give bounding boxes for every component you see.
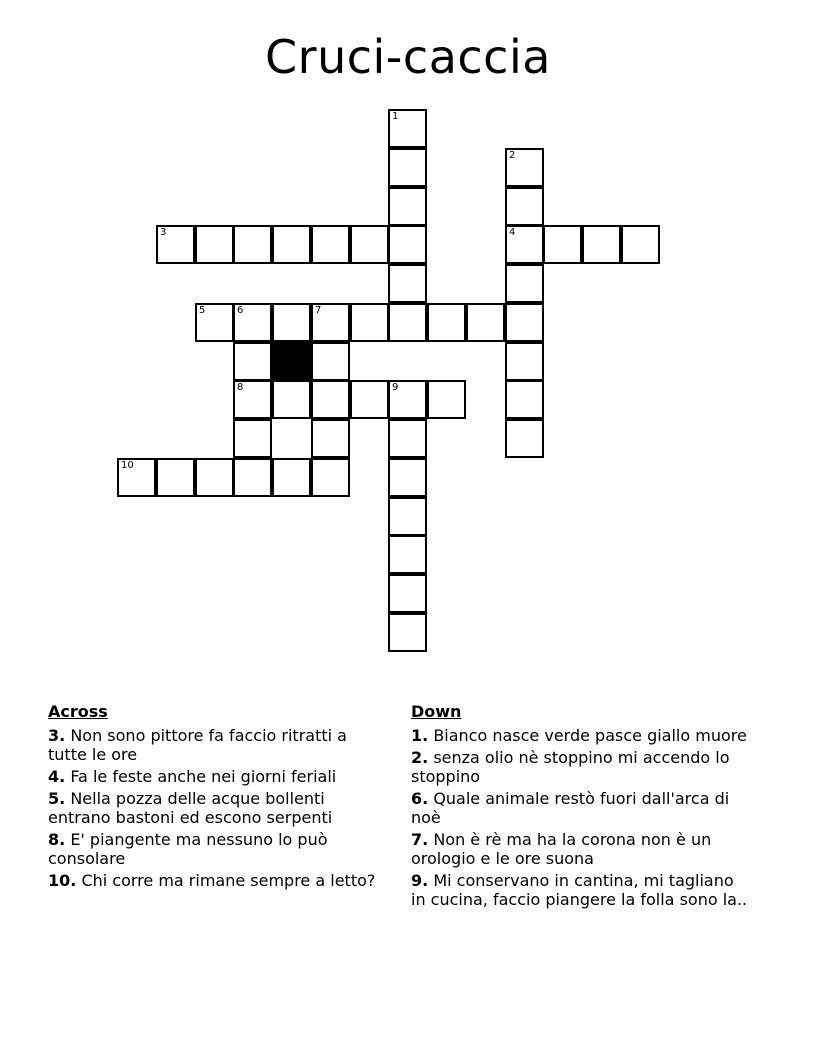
clue-number: 2 — [509, 150, 516, 161]
grid-cell[interactable] — [311, 303, 350, 342]
grid-cell[interactable] — [505, 264, 544, 303]
clue-across-5: 5. Nella pozza delle acque bollenti entrano bastoni ed escono serpenti — [48, 789, 333, 827]
clue-across-10: 10. Chi corre ma rimane sempre a letto? — [48, 871, 376, 890]
grid-cell[interactable] — [505, 342, 544, 381]
grid-cell[interactable] — [388, 225, 427, 264]
grid-cell[interactable] — [233, 380, 272, 419]
grid-cell[interactable] — [272, 225, 311, 264]
down-clues — [411, 703, 751, 912]
grid-cell[interactable] — [388, 535, 427, 574]
across-heading: Across — [48, 702, 108, 721]
across-clues — [48, 703, 388, 893]
grid-cell[interactable] — [311, 225, 350, 264]
grid-cell[interactable] — [388, 264, 427, 303]
grid-cell[interactable] — [156, 458, 195, 497]
down-heading: Down — [411, 702, 462, 721]
grid-cell[interactable] — [505, 148, 544, 187]
grid-cell[interactable] — [543, 225, 582, 264]
grid-cell[interactable] — [621, 225, 660, 264]
grid-cell[interactable] — [427, 303, 466, 342]
clue-down-6: 6. Quale animale restò fuori dall'arca di noè — [411, 789, 730, 827]
grid-cell[interactable] — [272, 380, 311, 419]
clue-down-7: 7. Non è rè ma ha la corona non è un orologio e le ore suona — [411, 830, 712, 868]
clue-number: 5 — [199, 305, 206, 316]
grid-cell[interactable] — [505, 380, 544, 419]
clue-number: 4 — [509, 227, 516, 238]
grid-cell[interactable] — [505, 225, 544, 264]
clue-number: 1 — [392, 111, 399, 122]
grid-cell[interactable] — [388, 380, 427, 419]
clue-across-8: 8. E' piangente ma nessuno lo può consolare — [48, 830, 328, 868]
grid-cell[interactable] — [350, 380, 389, 419]
grid-cell[interactable] — [233, 458, 272, 497]
clue-number: 8 — [237, 382, 244, 393]
grid-cell[interactable] — [233, 342, 272, 381]
grid-cell[interactable] — [272, 458, 311, 497]
grid-cell[interactable] — [466, 303, 505, 342]
grid-cell[interactable] — [582, 225, 621, 264]
grid-cell[interactable] — [233, 303, 272, 342]
black-cell — [272, 342, 311, 381]
clue-down-2: 2. senza olio nè stoppino mi accendo lo stoppino — [411, 748, 730, 786]
grid-cell[interactable] — [388, 109, 427, 148]
grid-cell[interactable] — [388, 613, 427, 652]
grid-cell[interactable] — [311, 419, 350, 458]
grid-cell[interactable] — [388, 458, 427, 497]
grid-cell[interactable] — [156, 225, 195, 264]
grid-cell[interactable] — [388, 303, 427, 342]
grid-cell[interactable] — [388, 187, 427, 226]
clue-down-9: 9. Mi conservano in cantina, mi tagliano in cucina, faccio piangere la folla sono la.. — [411, 871, 748, 909]
grid-cell[interactable] — [388, 574, 427, 613]
clue-across-4: 4. Fa le feste anche nei giorni feriali — [48, 767, 337, 786]
grid-cell[interactable] — [195, 303, 234, 342]
grid-cell[interactable] — [350, 225, 389, 264]
grid-cell[interactable] — [195, 225, 234, 264]
grid-cell[interactable] — [195, 458, 234, 497]
clue-number: 6 — [237, 305, 244, 316]
clue-number: 3 — [160, 227, 167, 238]
grid-cell[interactable] — [427, 380, 466, 419]
grid-cell[interactable] — [311, 380, 350, 419]
grid-cell[interactable] — [350, 303, 389, 342]
clue-number: 9 — [392, 382, 399, 393]
grid-cell[interactable] — [388, 419, 427, 458]
grid-cell[interactable] — [311, 458, 350, 497]
grid-cell[interactable] — [505, 419, 544, 458]
grid-cell[interactable] — [272, 303, 311, 342]
grid-cell[interactable] — [505, 303, 544, 342]
grid-cell[interactable] — [388, 497, 427, 536]
clue-number: 7 — [315, 305, 322, 316]
grid-cell[interactable] — [117, 458, 156, 497]
grid-cell[interactable] — [233, 225, 272, 264]
clue-down-1: 1. Bianco nasce verde pasce giallo muore — [411, 726, 747, 745]
page-title: Cruci-caccia — [265, 30, 551, 84]
clue-number: 10 — [121, 460, 134, 471]
grid-cell[interactable] — [388, 148, 427, 187]
clue-across-3: 3. Non sono pittore fa faccio ritratti a tutte le ore — [48, 726, 347, 764]
grid-cell[interactable] — [311, 342, 350, 381]
grid-cell[interactable] — [233, 419, 272, 458]
grid-cell[interactable] — [505, 187, 544, 226]
